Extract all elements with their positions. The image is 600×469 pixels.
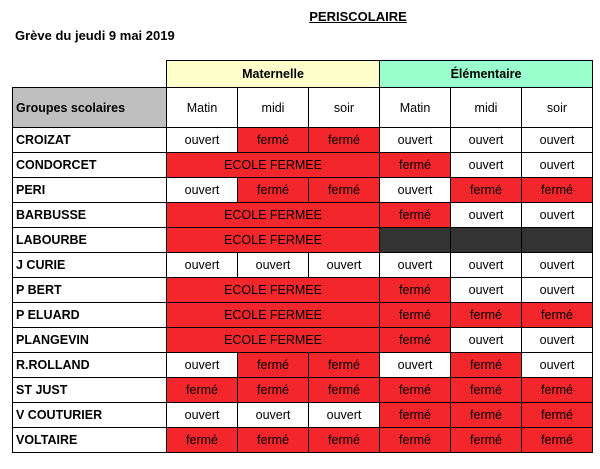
elementaire-status-cell: fermé: [522, 378, 593, 403]
school-name: PLANGEVIN: [13, 328, 167, 353]
maternelle-status-cell: fermé: [309, 178, 380, 203]
maternelle-status-cell: ouvert: [238, 403, 309, 428]
maternelle-status-cell: fermé: [167, 428, 238, 453]
school-closed-cell: ECOLE FERMEE: [167, 278, 380, 303]
school-name: PERI: [13, 178, 167, 203]
school-name: VOLTAIRE: [13, 428, 167, 453]
elementaire-status-cell: fermé: [451, 353, 522, 378]
elementaire-status-cell: fermé: [451, 303, 522, 328]
maternelle-status-cell: ouvert: [167, 128, 238, 153]
elementaire-status-cell: ouvert: [380, 253, 451, 278]
elementaire-status-cell: fermé: [522, 303, 593, 328]
elementaire-status-cell: fermé: [380, 303, 451, 328]
elementaire-status-cell: fermé: [451, 428, 522, 453]
school-closed-cell: ECOLE FERMEE: [167, 328, 380, 353]
period-header: Matin: [167, 88, 238, 128]
elementaire-status-cell: ouvert: [522, 203, 593, 228]
maternelle-status-cell: ouvert: [309, 403, 380, 428]
period-header: midi: [451, 88, 522, 128]
table-row: [13, 378, 593, 403]
maternelle-status-cell: fermé: [238, 378, 309, 403]
table-row: [13, 203, 593, 228]
maternelle-status-cell: fermé: [309, 353, 380, 378]
school-name: CONDORCET: [13, 153, 167, 178]
table-row: [13, 428, 593, 453]
elementaire-status-cell: ouvert: [451, 128, 522, 153]
elementaire-status-cell: fermé: [380, 278, 451, 303]
school-closed-cell: ECOLE FERMEE: [167, 303, 380, 328]
school-name: CROIZAT: [13, 128, 167, 153]
elementaire-header: Élémentaire: [380, 61, 593, 88]
elementaire-status-cell: [522, 228, 593, 253]
school-name: ST JUST: [13, 378, 167, 403]
page-subtitle: Grève du jeudi 9 mai 2019: [15, 28, 175, 43]
table-row: [13, 178, 593, 203]
period-header: midi: [238, 88, 309, 128]
maternelle-status-cell: ouvert: [238, 253, 309, 278]
elementaire-status-cell: fermé: [380, 403, 451, 428]
elementaire-status-cell: ouvert: [380, 128, 451, 153]
elementaire-status-cell: fermé: [451, 178, 522, 203]
table-row: [13, 303, 593, 328]
table-row: [13, 153, 593, 178]
school-closed-cell: ECOLE FERMEE: [167, 153, 380, 178]
maternelle-status-cell: fermé: [238, 428, 309, 453]
table-row: [13, 228, 593, 253]
elementaire-status-cell: ouvert: [380, 178, 451, 203]
table-row: [13, 128, 593, 153]
school-name: P ELUARD: [13, 303, 167, 328]
table-row: [13, 328, 593, 353]
period-header: Matin: [380, 88, 451, 128]
elementaire-status-cell: ouvert: [522, 328, 593, 353]
period-header: soir: [522, 88, 593, 128]
elementaire-status-cell: fermé: [451, 378, 522, 403]
maternelle-status-cell: fermé: [238, 128, 309, 153]
table-row: [13, 403, 593, 428]
table-row: [13, 253, 593, 278]
maternelle-status-cell: fermé: [238, 353, 309, 378]
elementaire-status-cell: fermé: [380, 153, 451, 178]
table-row: [13, 353, 593, 378]
elementaire-status-cell: fermé: [522, 178, 593, 203]
page-title: PERISCOLAIRE: [309, 9, 407, 24]
elementaire-status-cell: fermé: [522, 428, 593, 453]
maternelle-header: Maternelle: [167, 61, 380, 88]
elementaire-status-cell: [380, 228, 451, 253]
elementaire-status-cell: ouvert: [451, 328, 522, 353]
school-name: BARBUSSE: [13, 203, 167, 228]
school-closed-cell: ECOLE FERMEE: [167, 228, 380, 253]
table-row: [13, 278, 593, 303]
school-name: R.ROLLAND: [13, 353, 167, 378]
header-spacer: [13, 61, 167, 88]
elementaire-status-cell: ouvert: [522, 128, 593, 153]
period-header: soir: [309, 88, 380, 128]
elementaire-status-cell: ouvert: [451, 253, 522, 278]
groups-header: Groupes scolaires: [13, 88, 167, 128]
maternelle-status-cell: fermé: [167, 378, 238, 403]
maternelle-status-cell: ouvert: [167, 253, 238, 278]
elementaire-status-cell: ouvert: [451, 278, 522, 303]
elementaire-status-cell: ouvert: [522, 253, 593, 278]
elementaire-status-cell: fermé: [380, 378, 451, 403]
school-closed-cell: ECOLE FERMEE: [167, 203, 380, 228]
maternelle-status-cell: fermé: [309, 128, 380, 153]
school-name: J CURIE: [13, 253, 167, 278]
maternelle-status-cell: fermé: [309, 378, 380, 403]
elementaire-status-cell: fermé: [380, 203, 451, 228]
elementaire-status-cell: ouvert: [380, 353, 451, 378]
periscolaire-table: [12, 60, 593, 453]
elementaire-status-cell: fermé: [522, 403, 593, 428]
elementaire-status-cell: ouvert: [522, 153, 593, 178]
school-name: P BERT: [13, 278, 167, 303]
elementaire-status-cell: ouvert: [451, 203, 522, 228]
elementaire-status-cell: ouvert: [522, 278, 593, 303]
elementaire-status-cell: fermé: [380, 428, 451, 453]
elementaire-status-cell: ouvert: [522, 353, 593, 378]
school-name: LABOURBE: [13, 228, 167, 253]
maternelle-status-cell: ouvert: [167, 403, 238, 428]
maternelle-status-cell: ouvert: [309, 253, 380, 278]
maternelle-status-cell: fermé: [309, 428, 380, 453]
elementaire-status-cell: fermé: [451, 403, 522, 428]
school-name: V COUTURIER: [13, 403, 167, 428]
maternelle-status-cell: ouvert: [167, 178, 238, 203]
maternelle-status-cell: fermé: [238, 178, 309, 203]
elementaire-status-cell: fermé: [380, 328, 451, 353]
elementaire-status-cell: ouvert: [451, 153, 522, 178]
maternelle-status-cell: ouvert: [167, 353, 238, 378]
elementaire-status-cell: [451, 228, 522, 253]
